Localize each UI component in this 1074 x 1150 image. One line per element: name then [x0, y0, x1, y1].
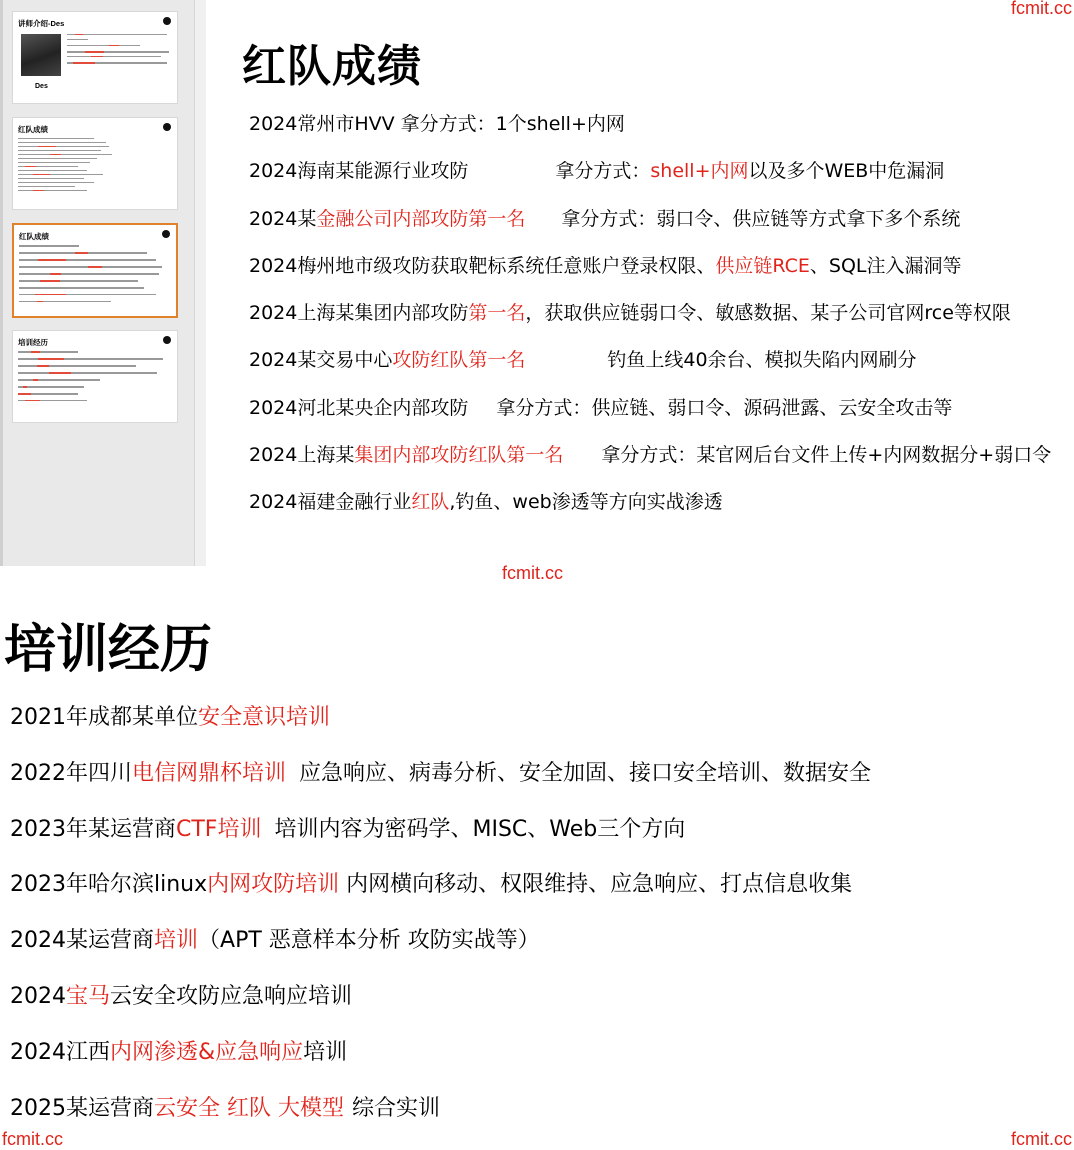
- list-item-text: 培训内容为密码学、MISC、Web三个方向: [274, 816, 686, 842]
- list-item-text: 培训: [303, 1039, 348, 1065]
- highlight-text: 攻防红队第一名: [392, 349, 526, 372]
- list-item-text: 拿分方式：弱口令、供应链等方式拿下多个系统: [561, 207, 961, 230]
- list-item-text: 综合实训: [352, 1095, 441, 1121]
- list-item-text: 2024常州市HVV 拿分方式：1个shell+内网: [249, 113, 625, 135]
- list-item: [10, 983, 871, 1039]
- thumbnail-title: 红队成绩: [19, 232, 49, 241]
- slide-title-red-team: 红队成绩: [242, 42, 422, 91]
- panel-left-strip: [0, 0, 3, 566]
- list-item: [10, 1039, 871, 1095]
- list-item-text: ,钓鱼、web渗透等方向实战渗透: [449, 491, 723, 514]
- highlight-text: 红队: [411, 491, 450, 514]
- list-item-text: 内网横向移动、权限维持、应急响应、打点信息收集: [346, 872, 853, 898]
- list-item-text: 钓鱼上线40余台、模拟失陷内网刷分: [607, 349, 917, 372]
- thumbnail-title: 培训经历: [18, 338, 48, 347]
- list-item-text: 2024某交易中心: [249, 349, 393, 372]
- list-item: [10, 1095, 871, 1150]
- watermark-bottom-right: fcmit.cc: [1011, 1129, 1072, 1149]
- slide-thumbnail-4[interactable]: [12, 330, 178, 423]
- list-item-text: （APT 恶意样本分析 攻防实战等）: [198, 928, 540, 954]
- list-item-text: 2023年某运营商: [10, 816, 176, 842]
- list-item-text: 、SQL注入漏洞等: [809, 254, 962, 277]
- thumbnail-text-lines: [67, 34, 171, 67]
- list-item: [10, 816, 871, 872]
- slide-title-training: 培训经历: [4, 621, 213, 679]
- list-item: [249, 254, 1051, 301]
- list-item-text: 拿分方式：某官网后台文件上传+内网数据分+弱口令: [601, 444, 1052, 467]
- thumbnail-title: 红队成绩: [18, 125, 48, 134]
- list-item-text: 应急响应、病毒分析、安全加固、接口安全培训、数据安全: [299, 760, 872, 786]
- list-item-text: 拿分方式：: [555, 160, 651, 183]
- watermark-middle: fcmit.cc: [502, 563, 563, 583]
- slide-thumbnail-3-selected[interactable]: [12, 223, 178, 318]
- list-item: [249, 348, 1051, 395]
- slide-thumbnail-1[interactable]: [12, 11, 178, 104]
- highlight-text: 集团内部攻防红队第一名: [354, 444, 564, 467]
- highlight-text: 安全意识培训: [198, 705, 331, 730]
- list-item-text: 2024上海某集团内部攻防: [249, 302, 469, 325]
- red-team-results-list: [249, 112, 1051, 538]
- list-item-text: 2021年成都某单位: [10, 705, 198, 730]
- slide-thumbnail-2[interactable]: [12, 117, 178, 210]
- training-experience-list: [10, 704, 871, 1150]
- list-item: [249, 301, 1051, 348]
- list-item: [10, 871, 871, 927]
- list-item-text: 2022年四川: [10, 760, 132, 786]
- watermark-top-right: fcmit.cc: [1011, 0, 1072, 18]
- list-item: [249, 112, 1051, 159]
- panel-scrollbar[interactable]: [194, 0, 206, 566]
- list-item-text: 云安全攻防应急响应培训: [110, 983, 353, 1009]
- list-item-text: 2024: [10, 983, 66, 1009]
- list-item-text: 2024某运营商: [10, 928, 154, 954]
- list-item-text: ，获取供应链弱口令、敏感数据、某子公司官网rce等权限: [525, 302, 1011, 325]
- thumbnail-text-lines: [19, 245, 168, 308]
- list-item-text: 拿分方式：供应链、弱口令、源码泄露、云安全攻击等: [496, 396, 953, 419]
- list-item: [10, 704, 871, 760]
- logo-icon: [163, 123, 171, 131]
- list-item-text: 2024某: [249, 207, 317, 230]
- highlight-text: 云安全 红队 大模型: [154, 1095, 344, 1121]
- list-item: [249, 490, 1051, 537]
- highlight-text: 电信网鼎杯培训: [132, 760, 287, 786]
- list-item-text: 2024河北某央企内部攻防: [249, 396, 469, 419]
- list-item: [249, 159, 1051, 206]
- logo-icon: [163, 17, 171, 25]
- highlight-text: 供应链RCE: [715, 254, 810, 277]
- list-item-text: 2024海南某能源行业攻防: [249, 160, 469, 183]
- list-item: [10, 760, 871, 816]
- highlight-text: 内网攻防培训: [207, 872, 340, 898]
- slide-thumbnail-panel: [0, 0, 206, 566]
- list-item-text: 2024梅州地市级攻防获取靶标系统任意账户登录权限、: [249, 254, 716, 277]
- list-item: [249, 443, 1051, 490]
- list-item-text: 2024江西: [10, 1039, 110, 1065]
- highlight-text: 宝马: [66, 983, 111, 1009]
- avatar-name: Des: [35, 83, 48, 90]
- thumbnail-title: 讲师介绍-Des: [18, 19, 65, 28]
- avatar: [21, 34, 61, 76]
- list-item-text: 2024福建金融行业: [249, 491, 412, 514]
- highlight-text: 培训: [154, 928, 199, 954]
- list-item: [249, 207, 1051, 254]
- highlight-text: 金融公司内部攻防第一名: [316, 207, 526, 230]
- logo-icon: [162, 230, 170, 238]
- list-item-text: 2023年哈尔滨linux: [10, 872, 208, 898]
- highlight-text: 第一名: [468, 302, 526, 325]
- list-item: [10, 927, 871, 983]
- list-item-text: 以及多个WEB中危漏洞: [748, 160, 945, 183]
- logo-icon: [163, 336, 171, 344]
- list-item: [249, 396, 1051, 443]
- list-item-text: 2025某运营商: [10, 1095, 154, 1121]
- thumbnail-text-lines: [18, 138, 169, 194]
- highlight-text: CTF培训: [176, 816, 262, 842]
- list-item-text: 2024上海某: [249, 444, 355, 467]
- thumbnail-text-lines: [18, 351, 169, 407]
- highlight-text: shell+内网: [650, 160, 749, 183]
- highlight-text: 内网渗透&应急响应: [110, 1039, 304, 1065]
- watermark-bottom-left: fcmit.cc: [2, 1129, 63, 1149]
